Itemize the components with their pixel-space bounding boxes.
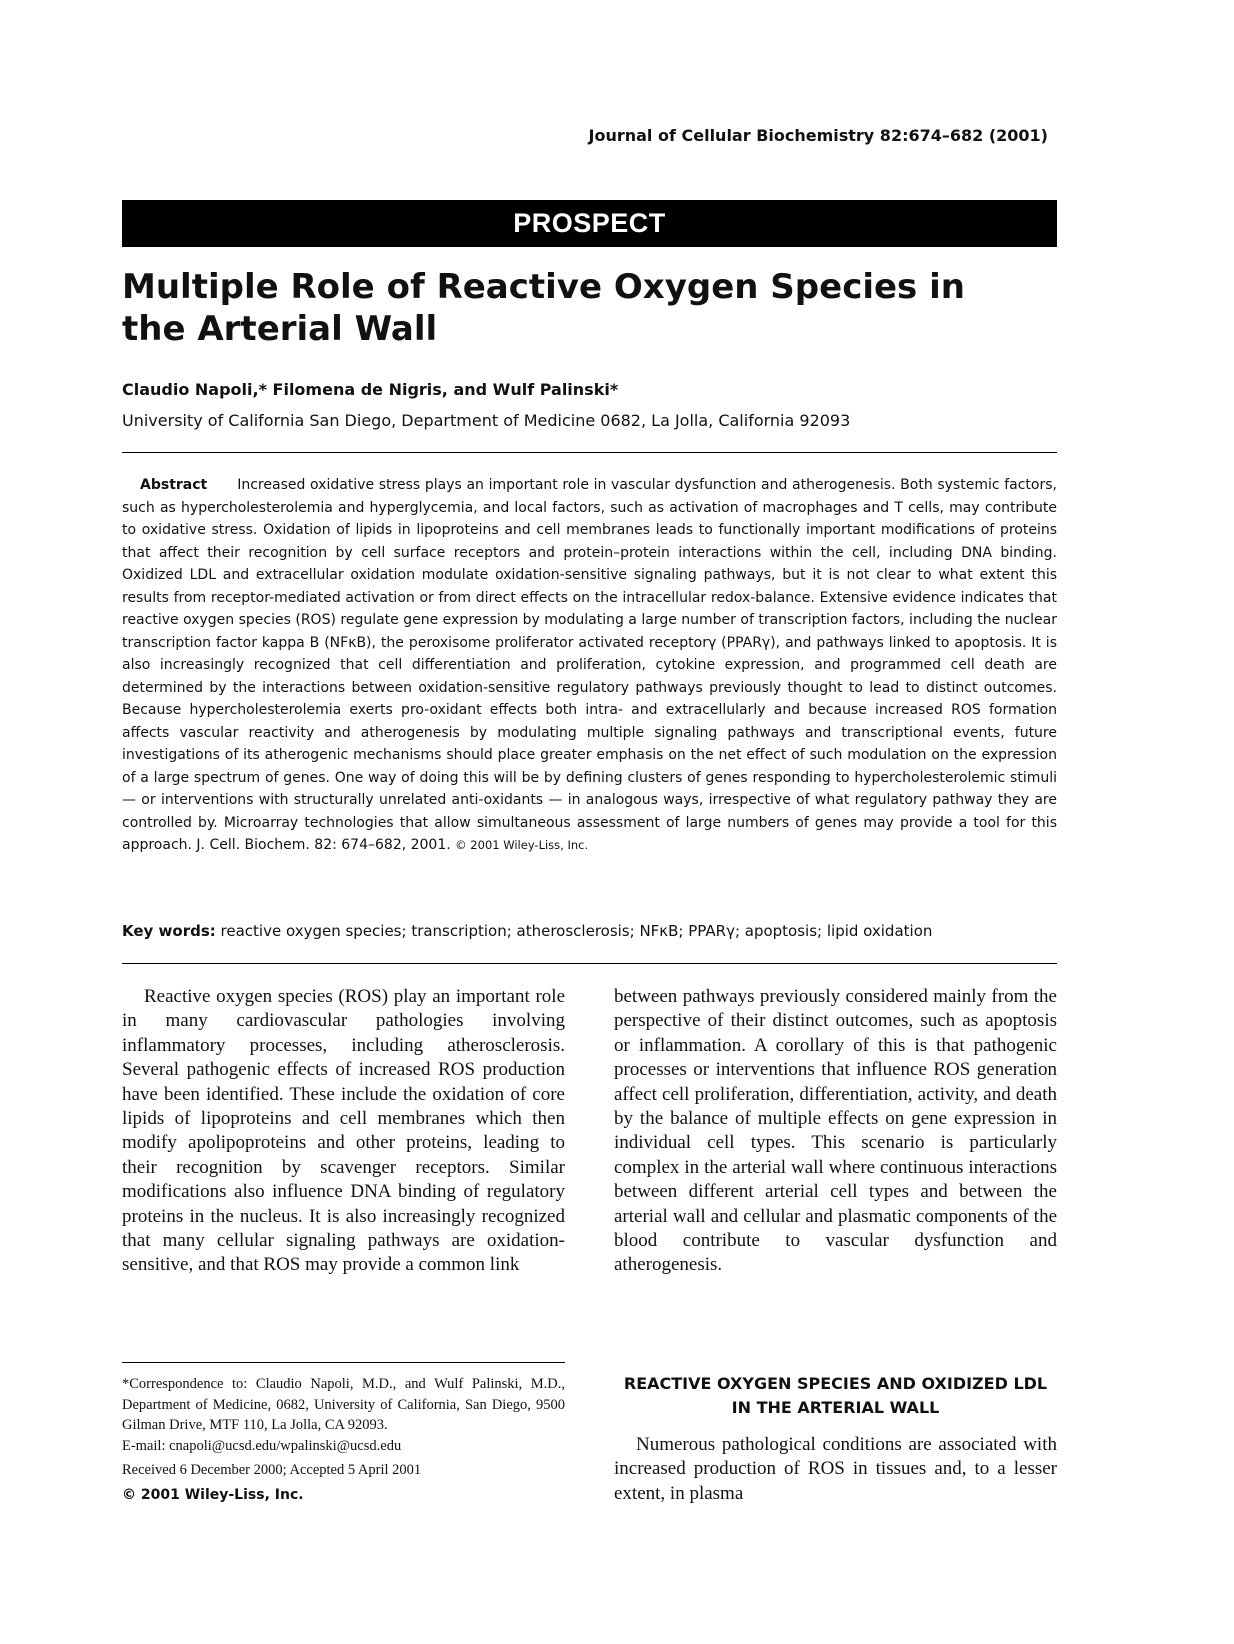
article-title: Multiple Role of Reactive Oxygen Species in the Arterial Wall xyxy=(122,267,965,349)
footnote-copyright: © 2001 Wiley-Liss, Inc. xyxy=(122,1486,304,1503)
footnote-correspondence: *Correspondence to: Claudio Napoli, M.D., and Wulf Palinski, M.D., Department of Medicine, 0682, University of California, San Diego, 9500 Gilman Drive, MTF 110, La Jolla, CA 92093. xyxy=(122,1376,565,1433)
author-list: Claudio Napoli,* Filomena de Nigris, and Wulf Palinski* xyxy=(122,380,619,399)
section-label: PROSPECT xyxy=(513,208,666,238)
abstract-copyright: © 2001 Wiley-Liss, Inc. xyxy=(455,838,589,852)
journal-citation: Journal of Cellular Biochemistry 82:674–682 (2001) xyxy=(588,126,1048,145)
body-paragraph-right: between pathways previously considered mainly from the perspective of their distinct outcomes, such as apoptosis or inflammation. A corollary of this is that pathogenic processes or interventions that influence ROS generation affect cell proliferation, differentiation, activity, and death by the balance of multiple effects on gene expression in individual cell types. This scenario is particularly complex in the arterial wall where continuous interactions between different arterial cell types and between the arterial wall and cellular and plasmatic components of the blood contribute to vascular dysfunction and atherogenesis. xyxy=(614,986,1057,1276)
section-banner xyxy=(122,200,1057,247)
footnote-divider xyxy=(122,1362,565,1363)
keywords-text: reactive oxygen species; transcription; atherosclerosis; NFκB; PPARγ; apoptosis; lipid oxidation xyxy=(220,922,933,940)
keywords-label: Key words: xyxy=(122,922,216,940)
body-paragraph-left: Reactive oxygen species (ROS) play an important role in many cardiovascular pathologies involving inflammatory processes, including atherosclerosis. Several pathogenic effects of increased ROS production have been identified. These include the oxidation of core lipids of lipoproteins and cell membranes which then modify apolipoproteins and other proteins, leading to their recognition by scavenger receptors. Similar modifications also influence DNA binding of regulatory proteins in the nucleus. It is also increasingly recognized that many cellular signaling pathways are oxidation-sensitive, and that ROS may provide a common link xyxy=(122,986,565,1276)
abstract xyxy=(122,474,1057,857)
footnote xyxy=(122,1374,565,1505)
footnote-received: Received 6 December 2000; Accepted 5 April 2001 xyxy=(122,1462,422,1478)
section-paragraph: Numerous pathological conditions are associated with increased production of ROS in tissues and, to a lesser extent, in plasma xyxy=(614,1434,1057,1504)
footnote-email: E-mail: cnapoli@ucsd.edu/wpalinski@ucsd.edu xyxy=(122,1437,402,1454)
abstract-label: Abstract xyxy=(140,477,208,493)
abstract-text: Increased oxidative stress plays an important role in vascular dysfunction and atherogenesis. Both systemic factors, such as hypercholesterolemia and hyperglycemia, and local factors, such as activation of macrophages and T cells, may contribute to oxidative stress. Oxidation of lipids in lipoproteins and cell membranes leads to functionally important modifications of proteins that affect their recognition by cell surface receptors and protein–protein interactions within the cell, including DNA binding. Oxidized LDL and extracellular oxidation modulate oxidation-sensitive signaling pathways, but it is not clear to what extent this results from receptor-mediated activation or from direct effects on the intracellular redox-balance. Extensive evidence indicates that reactive oxygen species (ROS) regulate gene expression by modulating a large number of transcription factors, including the nuclear transcription factor kappa B (NFκB), the peroxisome proliferator activated receptorγ (PPARγ), and pathways linked to apoptosis. It is also increasingly recognized that cell differentiation and proliferation, cytokine expression, and programmed cell death are determined by the interactions between oxidation-sensitive regulatory pathways previously thought to lead to distinct outcomes. Because hypercholesterolemia exerts pro-oxidant effects both intra- and extracellularly and because increased ROS formation affects vascular reactivity and atherogenesis by modulating multiple signaling pathways and transcriptional events, future investigations of its atherogenic mechanisms should place greater emphasis on the net effect of such modulation on the expression of a large spectrum of genes. One way of doing this will be by defining clusters of genes responding to hypercholesterolemic stimuli — or interventions with structurally unrelated anti-oxidants — in analogous ways, irrespective of what regulatory pathway they are controlled by. Microarray technologies that allow simultaneous assessment of large numbers of genes may provide a tool for this approach. J. Cell. Biochem. 82: 674–682, 2001. xyxy=(122,477,1057,853)
affiliation: University of California San Diego, Department of Medicine 0682, La Jolla, California 92093 xyxy=(122,411,851,430)
top-divider xyxy=(122,452,1057,453)
section-heading: REACTIVE OXYGEN SPECIES AND OXIDIZED LDL IN THE ARTERIAL WALL xyxy=(623,1374,1048,1417)
keywords xyxy=(122,922,932,940)
body-divider xyxy=(122,963,1057,964)
